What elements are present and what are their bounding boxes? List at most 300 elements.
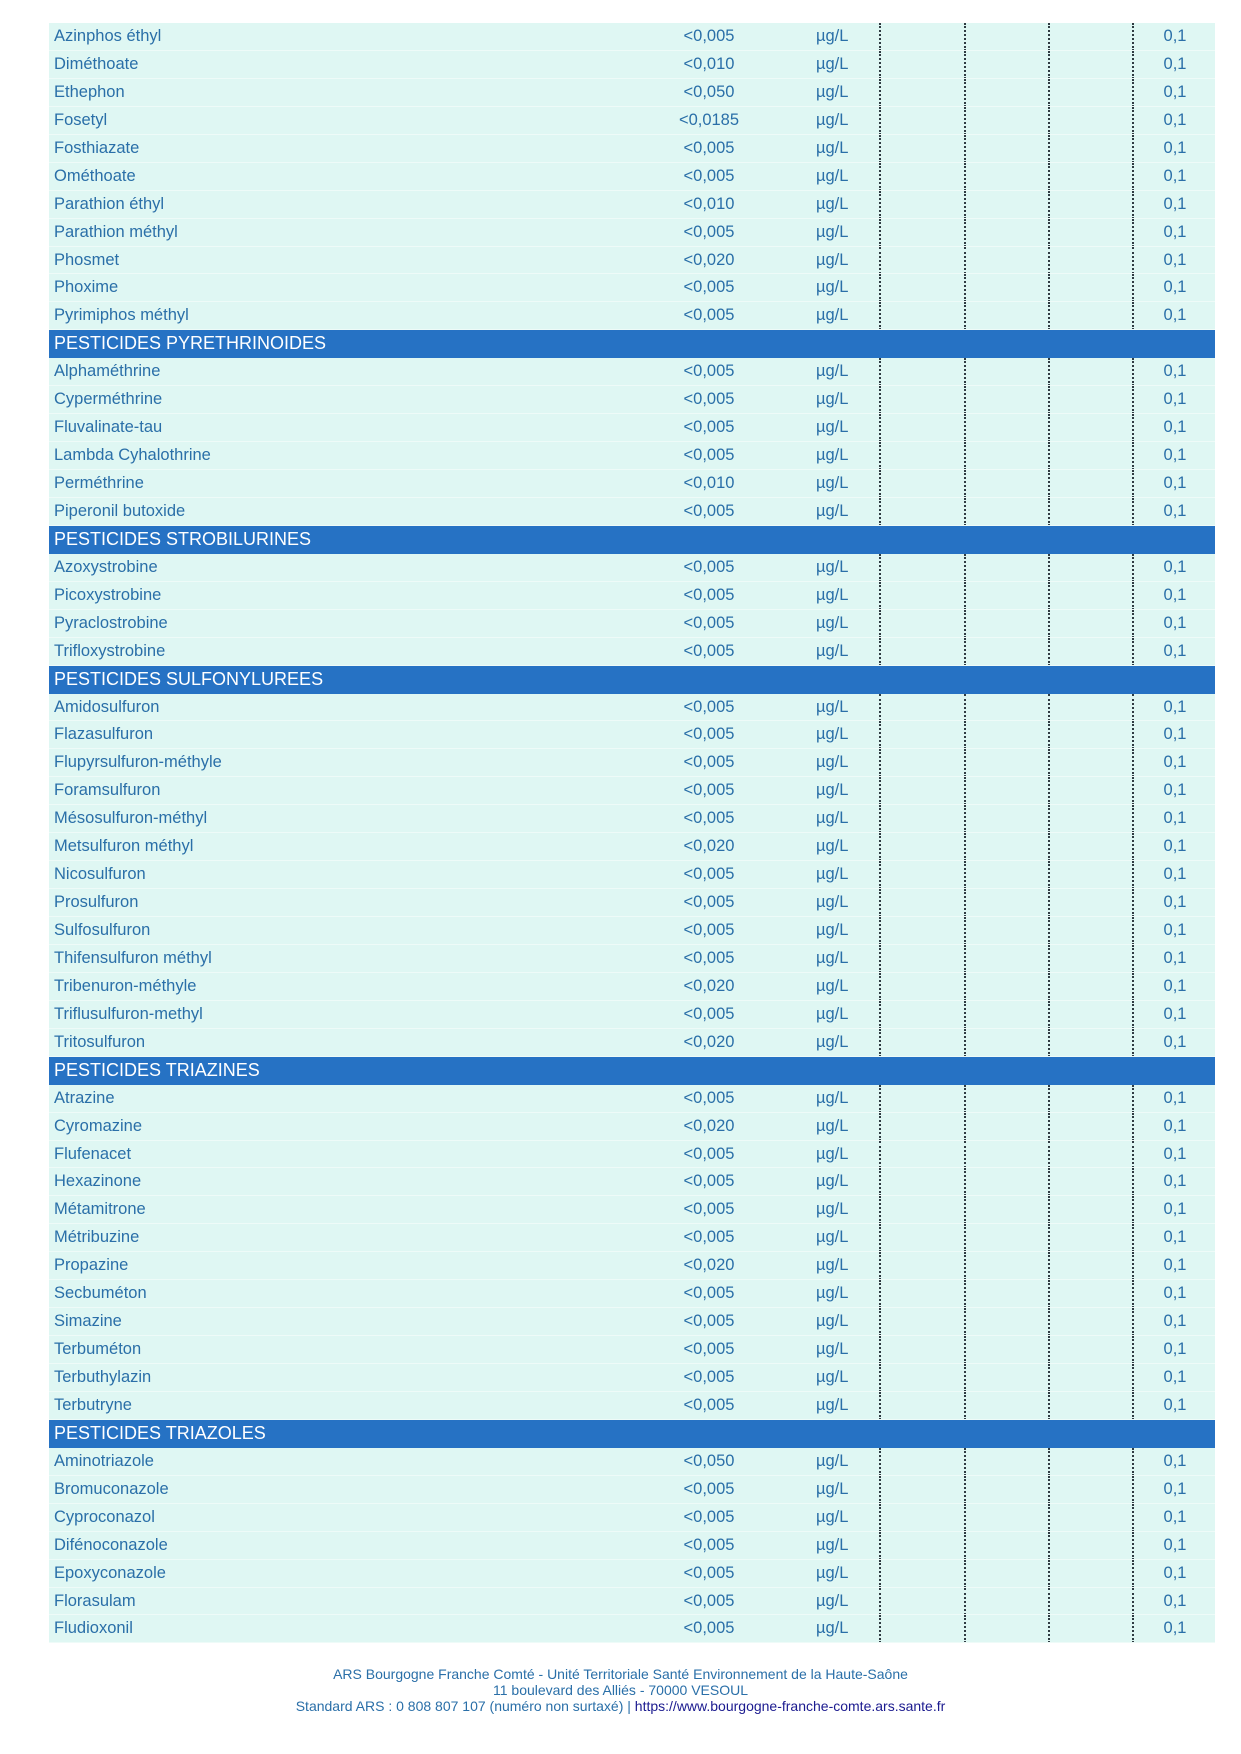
column-divider [1048,805,1050,833]
table-row [49,51,1215,79]
result-value: <0,005 [683,27,735,45]
column-divider [879,442,881,470]
result-value: <0,020 [683,1116,735,1135]
unit-label: µg/L [816,110,849,129]
column-divider [964,777,966,805]
quality-limit: 0,1 [1163,921,1187,939]
column-divider [1048,1001,1050,1029]
column-divider [1132,1113,1134,1141]
column-divider [1132,833,1134,861]
column-divider [1132,1308,1134,1336]
quality-limit: 0,1 [1163,1256,1187,1275]
quality-limit: 0,1 [1163,278,1187,297]
result-value: <0,005 [683,1591,735,1610]
quality-limit: 0,1 [1163,474,1187,492]
column-divider [1132,79,1134,107]
result-value: <0,005 [683,1312,735,1331]
section-title: PESTICIDES STROBILURINES [54,528,312,549]
quality-limit: 0,1 [1163,1591,1187,1610]
table-row [49,917,1215,945]
table-row [49,442,1215,470]
column-divider [879,1448,881,1476]
result-value: <0,005 [683,753,735,772]
column-divider [1132,554,1134,582]
result-value: <0,010 [683,474,735,492]
unit-label: µg/L [816,501,849,520]
result-value: <0,005 [683,138,735,157]
table-row [49,1085,1215,1113]
column-divider [1132,247,1134,275]
column-divider [1048,861,1050,889]
table-row [49,1476,1215,1504]
parameter-name: Hexazinone [54,1172,142,1191]
parameter-name: Parathion éthyl [54,194,165,213]
parameter-name: Secbuméton [54,1284,147,1303]
column-divider [1048,1196,1050,1224]
quality-limit: 0,1 [1163,110,1187,129]
column-divider [964,889,966,917]
parameter-name: Cyromazine [54,1116,143,1135]
column-divider [1048,470,1050,498]
column-divider [879,833,881,861]
parameter-name: Amidosulfuron [54,697,160,716]
column-divider [1132,582,1134,610]
column-divider [879,582,881,610]
quality-limit: 0,1 [1163,1451,1187,1470]
column-divider [964,1252,966,1280]
column-divider [964,945,966,973]
footer-separator: | [627,1698,631,1714]
column-divider [879,1588,881,1616]
column-divider [879,107,881,135]
quality-limit: 0,1 [1163,697,1187,716]
table-row [49,1615,1215,1643]
column-divider [1048,1392,1050,1420]
quality-limit: 0,1 [1163,753,1187,772]
quality-limit: 0,1 [1163,948,1187,967]
table-row [49,889,1215,917]
result-value: <0,005 [683,1340,735,1359]
parameter-name: Difénoconazole [54,1535,168,1554]
parameter-name: Mésosulfuron-méthyl [54,809,208,828]
table-row [49,1308,1215,1336]
parameter-name: Epoxyconazole [54,1563,166,1582]
parameter-name: Fosetyl [54,110,108,129]
column-divider [879,51,881,79]
column-divider [1132,442,1134,470]
unit-label: µg/L [816,194,849,213]
column-divider [964,1448,966,1476]
quality-limit: 0,1 [1163,725,1187,744]
result-value: <0,005 [683,809,735,828]
column-divider [1132,749,1134,777]
table-row [49,749,1215,777]
column-divider [879,945,881,973]
quality-limit: 0,1 [1163,418,1187,437]
parameter-name: Lambda Cyhalothrine [54,446,211,465]
column-divider [964,1560,966,1588]
column-divider [879,1308,881,1336]
quality-limit: 0,1 [1163,1200,1187,1219]
table-row [49,1364,1215,1392]
column-divider [964,805,966,833]
column-divider [964,1113,966,1141]
quality-limit: 0,1 [1163,613,1187,632]
column-divider [879,163,881,191]
column-divider [1132,1029,1134,1057]
parameter-name: Flupyrsulfuron-méthyle [54,753,222,772]
result-value: <0,005 [683,1395,735,1414]
parameter-name: Prosulfuron [54,893,139,912]
column-divider [964,638,966,666]
footer-website-link[interactable]: https://www.bourgogne-franche-comte.ars.sante.fr [634,1698,946,1714]
column-divider [1132,1280,1134,1308]
table-row [49,1336,1215,1364]
table-row [49,1141,1215,1169]
column-divider [879,1532,881,1560]
column-divider [879,247,881,275]
table-row [49,219,1215,247]
column-divider [1132,694,1134,722]
column-divider [879,554,881,582]
column-divider [1048,1085,1050,1113]
column-divider [1048,694,1050,722]
table-row [49,1168,1215,1196]
section-title: PESTICIDES SULFONYLUREES [54,668,324,689]
unit-label: µg/L [816,725,849,744]
column-divider [1048,23,1050,51]
column-divider [1048,358,1050,386]
column-divider [1132,777,1134,805]
quality-limit: 0,1 [1163,390,1187,409]
result-value: <0,005 [683,222,735,241]
unit-label: µg/L [816,138,849,157]
column-divider [879,1001,881,1029]
result-value: <0,005 [683,613,735,632]
quality-limit: 0,1 [1163,250,1187,269]
quality-limit: 0,1 [1163,82,1187,101]
result-value: <0,050 [683,1451,735,1470]
column-divider [964,302,966,330]
column-divider [1048,1168,1050,1196]
column-divider [879,386,881,414]
quality-limit: 0,1 [1163,1172,1187,1191]
result-value: <0,005 [683,893,735,912]
quality-limit: 0,1 [1163,1479,1187,1498]
column-divider [964,1196,966,1224]
result-value: <0,005 [683,1535,735,1554]
quality-limit: 0,1 [1163,446,1187,465]
result-value: <0,005 [683,1619,735,1638]
result-value: <0,005 [683,725,735,744]
column-divider [1048,582,1050,610]
column-divider [1048,638,1050,666]
column-divider [1132,1588,1134,1616]
quality-limit: 0,1 [1163,166,1187,185]
column-divider [964,358,966,386]
unit-label: µg/L [816,781,849,800]
column-divider [1132,973,1134,1001]
table-row [49,386,1215,414]
footer-organization: ARS Bourgogne Franche Comté - Unité Territoriale Santé Environnement de la Haute-Saône [333,1666,908,1682]
parameter-name: Parathion méthyl [54,222,178,241]
column-divider [879,638,881,666]
column-divider [1048,917,1050,945]
column-divider [879,302,881,330]
parameter-name: Piperonil butoxide [54,501,186,520]
column-divider [1132,107,1134,135]
column-divider [879,1504,881,1532]
parameter-name: Propazine [54,1256,129,1275]
section-header [49,1057,1215,1085]
result-value: <0,010 [683,194,735,213]
table-row [49,135,1215,163]
unit-label: µg/L [816,557,849,576]
table-row [49,498,1215,526]
quality-limit: 0,1 [1163,501,1187,520]
column-divider [1048,610,1050,638]
column-divider [1132,470,1134,498]
table-row [49,358,1215,386]
column-divider [879,1085,881,1113]
column-divider [1132,1392,1134,1420]
column-divider [1132,1196,1134,1224]
column-divider [879,358,881,386]
column-divider [879,470,881,498]
result-value: <0,005 [683,501,735,520]
column-divider [964,1476,966,1504]
quality-limit: 0,1 [1163,1032,1187,1051]
parameter-name: Métribuzine [54,1228,140,1247]
unit-label: µg/L [816,976,849,995]
result-value: <0,005 [683,1004,735,1023]
parameter-name: Foramsulfuron [54,781,161,800]
column-divider [1048,554,1050,582]
column-divider [879,274,881,302]
column-divider [1132,135,1134,163]
table-row [49,721,1215,749]
parameter-name: Atrazine [54,1088,115,1107]
result-value: <0,005 [683,446,735,465]
parameter-name: Fosthiazate [54,138,140,157]
quality-limit: 0,1 [1163,1284,1187,1303]
column-divider [1132,23,1134,51]
column-divider [1132,1560,1134,1588]
column-divider [1048,135,1050,163]
section-title: PESTICIDES TRIAZINES [54,1059,260,1080]
column-divider [964,247,966,275]
table-row [49,163,1215,191]
quality-limit: 0,1 [1163,1535,1187,1554]
column-divider [1132,1085,1134,1113]
column-divider [1048,79,1050,107]
table-row [49,945,1215,973]
unit-label: µg/L [816,1284,849,1303]
result-value: <0,005 [683,1479,735,1498]
parameter-name: Terbuthylazin [54,1368,152,1386]
table-row [49,777,1215,805]
section-header [49,666,1215,694]
column-divider [1048,973,1050,1001]
column-divider [1048,833,1050,861]
column-divider [879,1224,881,1252]
unit-label: µg/L [816,418,849,437]
parameter-name: Tribenuron-méthyle [54,976,197,995]
result-value: <0,005 [683,1368,735,1386]
unit-label: µg/L [816,753,849,772]
table-row [49,861,1215,889]
unit-label: µg/L [816,474,849,492]
unit-label: µg/L [816,27,849,45]
column-divider [1132,191,1134,219]
parameter-name: Fluvalinate-tau [54,418,163,437]
table-row [49,833,1215,861]
column-divider [879,610,881,638]
column-divider [1132,1364,1134,1392]
column-divider [1048,163,1050,191]
result-value: <0,020 [683,1032,735,1051]
column-divider [1132,1504,1134,1532]
column-divider [1132,610,1134,638]
column-divider [1048,889,1050,917]
parameter-name: Azoxystrobine [54,557,158,576]
column-divider [964,274,966,302]
table-row [49,414,1215,442]
column-divider [964,1504,966,1532]
column-divider [964,442,966,470]
quality-limit: 0,1 [1163,809,1187,828]
unit-label: µg/L [816,1144,849,1163]
table-row [49,1224,1215,1252]
column-divider [964,1392,966,1420]
column-divider [1048,386,1050,414]
column-divider [964,1224,966,1252]
parameter-name: Fludioxonil [54,1619,133,1638]
column-divider [964,1532,966,1560]
quality-limit: 0,1 [1163,557,1187,576]
quality-limit: 0,1 [1163,1340,1187,1359]
column-divider [1132,274,1134,302]
column-divider [879,1196,881,1224]
quality-limit: 0,1 [1163,893,1187,912]
page-footer [0,1666,1241,1714]
unit-label: µg/L [816,446,849,465]
column-divider [879,1252,881,1280]
column-divider [1048,1224,1050,1252]
parameter-name: Trifloxystrobine [54,641,166,660]
table-row [49,1560,1215,1588]
unit-label: µg/L [816,921,849,939]
column-divider [1048,1141,1050,1169]
parameter-name: Flufenacet [54,1144,132,1163]
column-divider [1132,51,1134,79]
result-value: <0,005 [683,697,735,716]
result-value: <0,005 [683,1563,735,1582]
column-divider [1048,1504,1050,1532]
column-divider [879,777,881,805]
column-divider [1132,1001,1134,1029]
quality-limit: 0,1 [1163,1004,1187,1023]
column-divider [1048,51,1050,79]
result-value: <0,005 [683,418,735,437]
unit-label: µg/L [816,697,849,716]
column-divider [1132,1476,1134,1504]
column-divider [964,694,966,722]
column-divider [1048,107,1050,135]
column-divider [964,610,966,638]
column-divider [879,79,881,107]
table-row [49,274,1215,302]
quality-limit: 0,1 [1163,362,1187,381]
column-divider [879,1615,881,1643]
unit-label: µg/L [816,222,849,241]
column-divider [1048,498,1050,526]
table-row [49,582,1215,610]
table-row [49,610,1215,638]
unit-label: µg/L [816,1619,849,1638]
column-divider [1048,1113,1050,1141]
parameter-name: Métamitrone [54,1200,146,1219]
column-divider [879,1141,881,1169]
quality-limit: 0,1 [1163,1116,1187,1135]
unit-label: µg/L [816,893,849,912]
column-divider [879,889,881,917]
unit-label: µg/L [816,641,849,660]
column-divider [879,694,881,722]
column-divider [1048,945,1050,973]
parameter-name: Phosmet [54,250,120,269]
column-divider [1048,1364,1050,1392]
result-value: <0,005 [683,1144,735,1163]
table-row [49,247,1215,275]
quality-limit: 0,1 [1163,1619,1187,1638]
quality-limit: 0,1 [1163,54,1187,73]
column-divider [964,554,966,582]
parameter-name: Picoxystrobine [54,585,162,604]
row-divider [49,1642,1215,1643]
column-divider [964,414,966,442]
column-divider [1132,1615,1134,1643]
quality-limit: 0,1 [1163,138,1187,157]
parameter-name: Tritosulfuron [54,1032,146,1051]
column-divider [879,721,881,749]
unit-label: µg/L [816,1451,849,1470]
quality-limit: 0,1 [1163,976,1187,995]
column-divider [964,51,966,79]
result-value: <0,005 [683,166,735,185]
column-divider [879,805,881,833]
column-divider [879,1029,881,1057]
column-divider [1132,1168,1134,1196]
footer-phone: Standard ARS : 0 808 807 107 (numéro non surtaxé) [295,1698,624,1714]
result-value: <0,005 [683,865,735,884]
quality-limit: 0,1 [1163,222,1187,241]
table-row [49,1504,1215,1532]
column-divider [879,1392,881,1420]
unit-label: µg/L [816,1172,849,1191]
table-row [49,1113,1215,1141]
table-row [49,79,1215,107]
column-divider [964,107,966,135]
table-row [49,638,1215,666]
unit-label: µg/L [816,1228,849,1247]
parameter-name: Perméthrine [54,474,144,492]
table-row [49,1252,1215,1280]
column-divider [879,1560,881,1588]
quality-limit: 0,1 [1163,194,1187,213]
table-row [49,1532,1215,1560]
unit-label: µg/L [816,1395,849,1414]
